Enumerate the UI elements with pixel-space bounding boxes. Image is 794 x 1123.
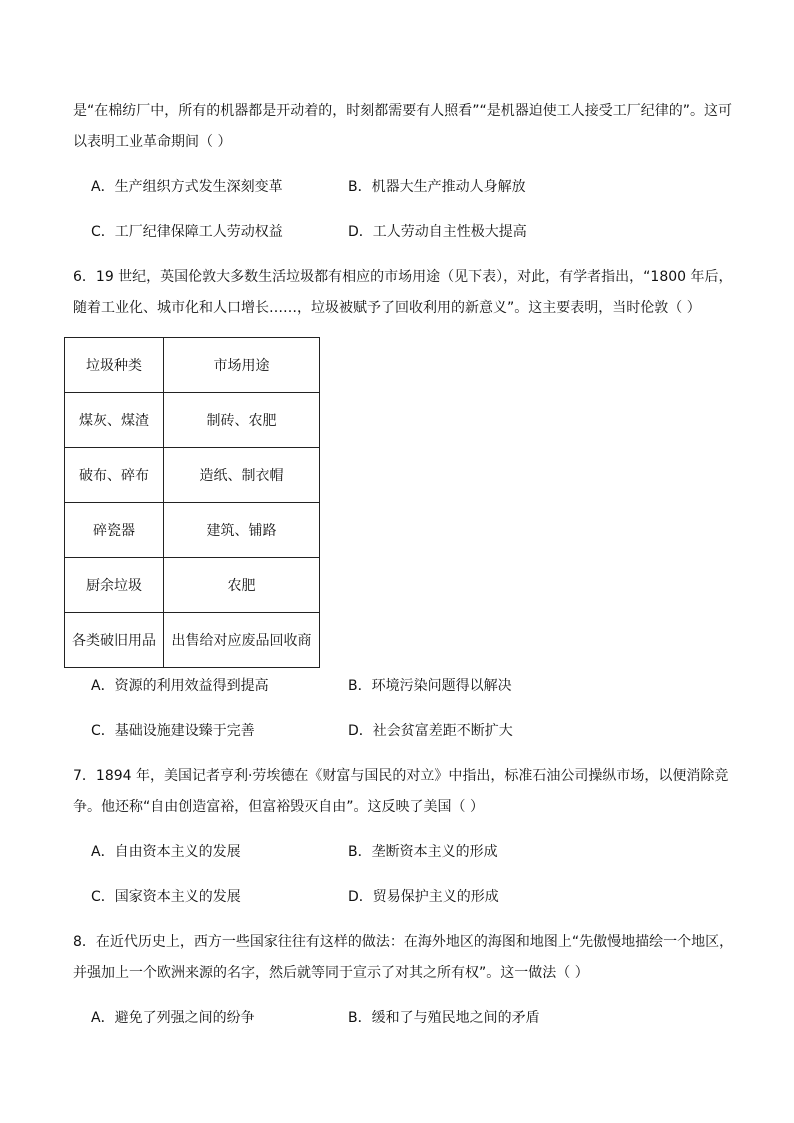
q5-option-c: C．工厂纪律保障工人劳动权益 bbox=[91, 224, 283, 240]
table-row bbox=[65, 393, 320, 448]
q5-option-a: A．生产组织方式发生深刻变革 bbox=[91, 179, 283, 195]
q5-option-b: B．机器大生产推动人身解放 bbox=[348, 179, 526, 195]
q7-option-b: B．垄断资本主义的形成 bbox=[348, 844, 498, 860]
table-cell: 出售给对应废品回收商 bbox=[164, 613, 320, 668]
q6-option-b: B．环境污染问题得以解决 bbox=[348, 678, 512, 694]
table-header-row bbox=[65, 338, 320, 393]
table-header-cell: 市场用途 bbox=[164, 338, 320, 393]
q6-option-d: D．社会贫富差距不断扩大 bbox=[348, 723, 513, 739]
table-cell: 碎瓷器 bbox=[65, 503, 164, 558]
q5-option-d: D．工人劳动自主性极大提高 bbox=[348, 224, 527, 240]
q8-option-b: B．缓和了与殖民地之间的矛盾 bbox=[348, 1010, 540, 1026]
table-row bbox=[65, 613, 320, 668]
table-header-cell: 垃圾种类 bbox=[65, 338, 164, 393]
table-cell: 破布、碎布 bbox=[65, 448, 164, 503]
q6-stem-line-1: 6．19 世纪，英国伦敦大多数生活垃圾都有相应的市场用途（见下表），对此，有学者指出，“1800 年后， bbox=[73, 269, 733, 285]
q7-stem-line-1: 7．1894 年，美国记者亨利·劳埃德在《财富与国民的对立》中指出，标准石油公司操纵市场，以便消除竞 bbox=[73, 768, 729, 784]
table-cell: 建筑、铺路 bbox=[164, 503, 320, 558]
q7-option-a: A．自由资本主义的发展 bbox=[91, 844, 241, 860]
q5-stem-line-1: 是“在棉纺厂中，所有的机器都是开动着的，时刻都需要有人照看”“是机器迫使工人接受工厂纪律的”。这可 bbox=[73, 103, 733, 119]
q5-stem-line-2: 以表明工业革命期间（ ） bbox=[73, 134, 232, 150]
table-row bbox=[65, 503, 320, 558]
q8-stem-line-2: 并强加上一个欧洲来源的名字，然后就等同于宣示了对其之所有权”。这一做法（ ） bbox=[73, 965, 589, 981]
table-cell: 制砖、农肥 bbox=[164, 393, 320, 448]
q6-option-a: A．资源的利用效益得到提高 bbox=[91, 678, 269, 694]
q8-stem-line-1: 8．在近代历史上，西方一些国家往往有这样的做法：在海外地区的海图和地图上“先傲慢地描绘一个地区， bbox=[73, 934, 734, 950]
q6-stem-line-2: 随着工业化、城市化和人口增长……，垃圾被赋予了回收利用的新意义”。这主要表明，当时伦敦（ ） bbox=[73, 300, 701, 316]
table-cell: 煤灰、煤渣 bbox=[65, 393, 164, 448]
q7-option-c: C．国家资本主义的发展 bbox=[91, 889, 241, 905]
table-cell: 厨余垃圾 bbox=[65, 558, 164, 613]
garbage-use-table bbox=[64, 337, 320, 668]
table-row bbox=[65, 558, 320, 613]
table-cell: 各类破旧用品 bbox=[65, 613, 164, 668]
q8-option-a: A．避免了列强之间的纷争 bbox=[91, 1010, 255, 1026]
table-cell: 农肥 bbox=[164, 558, 320, 613]
table-cell: 造纸、制衣帽 bbox=[164, 448, 320, 503]
q7-stem-line-2: 争。他还称“自由创造富裕，但富裕毁灭自由”。这反映了美国（ ） bbox=[73, 799, 484, 815]
table-row bbox=[65, 448, 320, 503]
q6-option-c: C．基础设施建设臻于完善 bbox=[91, 723, 255, 739]
q7-option-d: D．贸易保护主义的形成 bbox=[348, 889, 499, 905]
